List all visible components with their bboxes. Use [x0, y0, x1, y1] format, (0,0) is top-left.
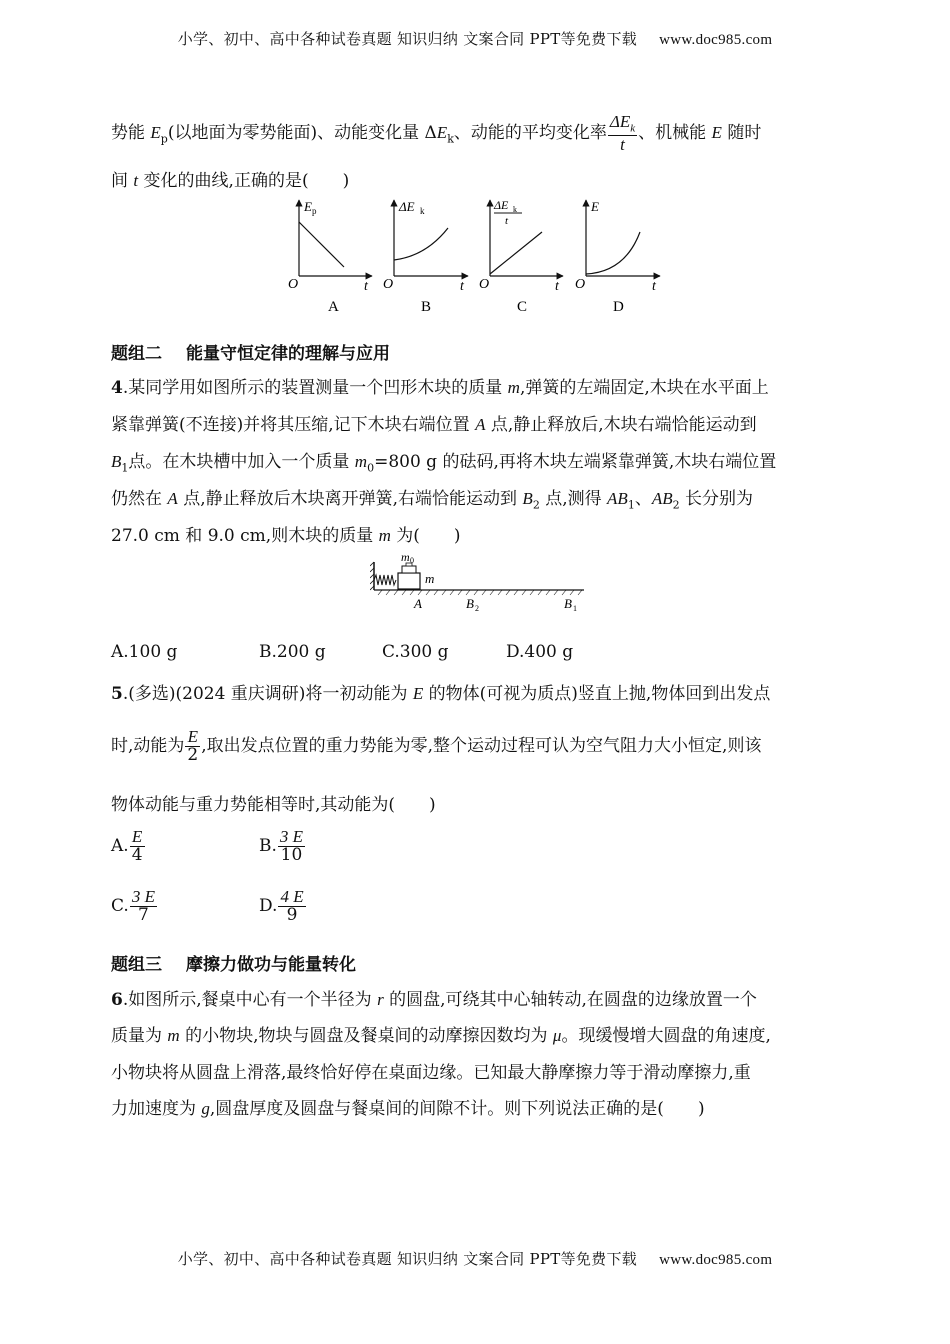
- q4-var: B: [522, 489, 533, 508]
- frac-den: 9: [286, 904, 298, 925]
- q5-var: E: [412, 684, 424, 703]
- q4-option-b[interactable]: B.200 g: [259, 642, 326, 662]
- option-label: B.: [259, 835, 277, 856]
- fig-label-m: m: [425, 571, 435, 586]
- q3-fraction: [608, 113, 637, 154]
- q4-text: 仍然在: [111, 489, 168, 509]
- option-fraction: [278, 828, 305, 865]
- q3-var: t: [133, 171, 139, 190]
- q4-text: 点,测得: [539, 489, 608, 509]
- option-label: D.: [259, 895, 278, 916]
- q5-option-b[interactable]: [259, 828, 306, 865]
- q5-option-a[interactable]: [111, 828, 146, 865]
- option-label: C.: [111, 895, 129, 916]
- q3-text: 、机械能: [638, 122, 712, 143]
- q4-number: 4: [111, 378, 123, 398]
- q4-var: AB: [651, 489, 673, 508]
- weight-m0: [402, 566, 416, 573]
- q3-sub: p: [160, 132, 168, 146]
- header-text: 小学、初中、高中各种试卷真题 知识归纳 文案合同 PPT等免费下载: [177, 30, 638, 48]
- graph-a-ylabel: E: [304, 199, 312, 214]
- frac-sub: k: [630, 122, 636, 135]
- q4-var: A: [167, 489, 178, 508]
- option-fraction: [130, 828, 145, 865]
- q4-text: .某同学用如图所示的装置测量一个凹形木块的质量: [122, 378, 508, 398]
- fig-label-B1-sub: 1: [573, 604, 577, 613]
- frac-num: 4 E: [280, 887, 304, 906]
- q6-var: m: [167, 1026, 180, 1045]
- q4-line4: [111, 484, 753, 511]
- q4-figure: [370, 550, 588, 616]
- q4-sub: 1: [121, 461, 129, 475]
- q4-line5: [111, 521, 461, 546]
- option-fraction: [130, 888, 157, 925]
- q4-sub: 0: [367, 461, 375, 475]
- q4-sub: 1: [627, 498, 635, 512]
- q6-var: r: [377, 990, 384, 1009]
- q3-text: 随时: [721, 122, 762, 143]
- header-site: www.doc985.com: [659, 32, 773, 48]
- q5-text: 的物体(可视为质点)竖直上抛,物体回到出发点: [423, 684, 771, 704]
- q3-text: 间: [111, 171, 134, 191]
- fig-label-A: A: [414, 596, 422, 611]
- q5-text: .(多选)(2024 重庆调研)将一初动能为: [122, 684, 413, 704]
- spring: [374, 575, 396, 585]
- graph-c: [479, 198, 563, 315]
- group2-title: 题组二: [111, 344, 162, 364]
- page-footer: [0, 1248, 950, 1269]
- frac-num: 3 E: [279, 827, 304, 846]
- graph-c-ylabel-den: t: [505, 215, 509, 227]
- q4-line2: [111, 410, 757, 435]
- frac-den: 7: [137, 904, 149, 925]
- q3-line2: [111, 166, 349, 191]
- wood-block: [398, 573, 420, 589]
- q5-line3: 物体动能与重力势能相等时,其动能为( ): [111, 795, 436, 815]
- q4-text: 27.0 cm 和 9.0 cm,则木块的质量: [111, 526, 379, 546]
- graph-a: [288, 199, 372, 315]
- q4-sub: 2: [532, 498, 540, 512]
- fig-label-B2: B: [466, 596, 474, 611]
- q4-var: m: [507, 378, 520, 397]
- q3-line1: [111, 113, 761, 154]
- graph-b-label: B: [421, 299, 432, 315]
- group3-heading: [111, 950, 356, 975]
- q3-text: 、动能的平均变化率: [453, 122, 607, 143]
- graph-d: [575, 199, 660, 315]
- q6-text: 力加速度为: [111, 1099, 202, 1119]
- q6-line1: [111, 985, 757, 1010]
- frac-num: E: [130, 828, 145, 847]
- q4-text: ,弹簧的左端固定,木块在水平面上: [519, 378, 769, 398]
- graph-c-ylabel-sub: k: [513, 205, 517, 214]
- option-label: A.: [111, 835, 129, 856]
- q6-text: ,圆盘厚度及圆盘与餐桌间的间隙不计。则下列说法正确的是( ): [209, 1099, 705, 1119]
- q6-var: g: [201, 1099, 210, 1118]
- q4-sub: 2: [672, 498, 680, 512]
- graph-c-ylabel: ΔE: [494, 198, 509, 212]
- q5-number: 5: [111, 684, 123, 704]
- graph-b-ylabel: ΔE: [399, 199, 415, 214]
- frac-num: 3 E: [131, 887, 155, 906]
- graph-d-label: D: [613, 299, 624, 315]
- q3-sub: k: [447, 132, 454, 146]
- q4-text: 、: [634, 489, 652, 509]
- q5-text: 时,动能为: [111, 735, 185, 756]
- q4-var: m: [378, 526, 391, 545]
- graph-b-origin: O: [383, 277, 394, 292]
- group2-subtitle: 能量守恒定律的理解与应用: [186, 344, 390, 364]
- graph-a-origin: O: [288, 277, 299, 292]
- q6-number: 6: [111, 990, 123, 1010]
- group2-heading: [111, 339, 390, 364]
- q3-text: 变化的曲线,正确的是( ): [138, 171, 350, 191]
- q4-option-a[interactable]: A.100 g: [111, 642, 178, 662]
- graph-a-label: A: [328, 299, 339, 315]
- frac-num: ΔE: [609, 112, 631, 131]
- q3-text: (以地面为零势能面)、动能变化量 Δ: [167, 122, 437, 143]
- q4-text: =800 g 的砝码,再将木块左端紧靠弹簧,木块右端位置: [374, 452, 777, 472]
- q3-graphs: [280, 194, 680, 318]
- q6-text: 的小物块,物块与圆盘及餐桌间的动摩擦因数均为: [179, 1026, 553, 1046]
- q6-var: μ: [552, 1026, 562, 1045]
- q5-line1: [111, 679, 770, 704]
- q4-text: 点,静止释放后木块离开弹簧,右端恰能运动到: [177, 489, 523, 509]
- q4-text: 为( ): [390, 526, 461, 546]
- graph-d-curve: [586, 232, 640, 274]
- q4-text: 点,静止释放后,木块右端恰能运动到: [485, 415, 757, 435]
- q5-line2: [111, 728, 761, 765]
- q6-line2: [111, 1021, 771, 1046]
- fig-label-B2-sub: 2: [475, 604, 479, 613]
- fig-label-m0-sub: 0: [410, 556, 414, 565]
- q4-var: B: [111, 452, 122, 471]
- q5-option-c[interactable]: [111, 888, 158, 925]
- graph-b: [383, 199, 468, 315]
- q6-text: 质量为: [111, 1026, 168, 1046]
- graph-a-xlabel: t: [364, 279, 368, 294]
- frac-num: E: [185, 728, 200, 747]
- graph-c-origin: O: [479, 277, 490, 292]
- group3-subtitle: 摩擦力做功与能量转化: [186, 955, 356, 975]
- frac-den: 4: [131, 844, 143, 865]
- footer-text: 小学、初中、高中各种试卷真题 知识归纳 文案合同 PPT等免费下载: [177, 1250, 638, 1268]
- q3-var: E: [711, 122, 722, 142]
- group3-title: 题组三: [111, 955, 162, 975]
- frac-den: t: [620, 134, 625, 154]
- frac-den: 2: [187, 744, 199, 765]
- q5-option-d[interactable]: [259, 888, 307, 925]
- fig-label-B1: B: [564, 596, 572, 611]
- graph-b-xlabel: t: [460, 279, 464, 294]
- graph-a-curve: [299, 222, 344, 267]
- q4-text: 长分别为: [679, 489, 753, 509]
- q4-text: 点。在木块槽中加入一个质量: [128, 452, 355, 472]
- graph-b-ylabel-sub: k: [420, 206, 425, 216]
- q4-option-c[interactable]: C.300 g: [382, 642, 449, 662]
- q6-line3: 小物块将从圆盘上滑落,最终恰好停在桌面边缘。已知最大静摩擦力等于滑动摩擦力,重: [111, 1063, 751, 1083]
- q5-fraction: [185, 728, 200, 765]
- graph-c-xlabel: t: [555, 279, 559, 294]
- footer-site: www.doc985.com: [659, 1252, 773, 1268]
- q4-var: A: [475, 415, 486, 434]
- graph-c-label: C: [517, 299, 528, 315]
- q4-line3: [111, 447, 776, 474]
- q4-text: 紧靠弹簧(不连接)并将其压缩,记下木块右端位置: [111, 415, 476, 435]
- graph-a-ylabel-sub: p: [312, 206, 317, 216]
- q6-text: 。现缓慢增大圆盘的角速度,: [561, 1026, 771, 1046]
- q3-var: E: [150, 122, 161, 142]
- q6-text: .如图所示,餐桌中心有一个半径为: [122, 990, 378, 1010]
- q4-option-d[interactable]: D.400 g: [506, 642, 574, 662]
- frac-den: 10: [280, 844, 303, 865]
- graph-c-curve: [490, 232, 542, 274]
- q3-var: E: [436, 122, 448, 142]
- q3-text: 势能: [111, 122, 151, 143]
- q5-text: ,取出发点位置的重力势能为零,整个运动过程可认为空气阻力大小恒定,则该: [201, 735, 762, 756]
- q4-line1: [111, 373, 769, 398]
- q6-line4: [111, 1094, 705, 1119]
- graph-d-ylabel: E: [591, 199, 599, 214]
- graph-d-xlabel: t: [652, 279, 656, 294]
- graph-d-origin: O: [575, 277, 586, 292]
- fig-label-m0: m: [401, 550, 410, 564]
- q4-var: m: [354, 452, 368, 471]
- q4-var: AB: [607, 489, 628, 508]
- option-fraction: [278, 888, 305, 925]
- q6-text: 的圆盘,可绕其中心轴转动,在圆盘的边缘放置一个: [383, 990, 757, 1010]
- page-header: [0, 28, 950, 49]
- graph-b-curve: [394, 228, 448, 260]
